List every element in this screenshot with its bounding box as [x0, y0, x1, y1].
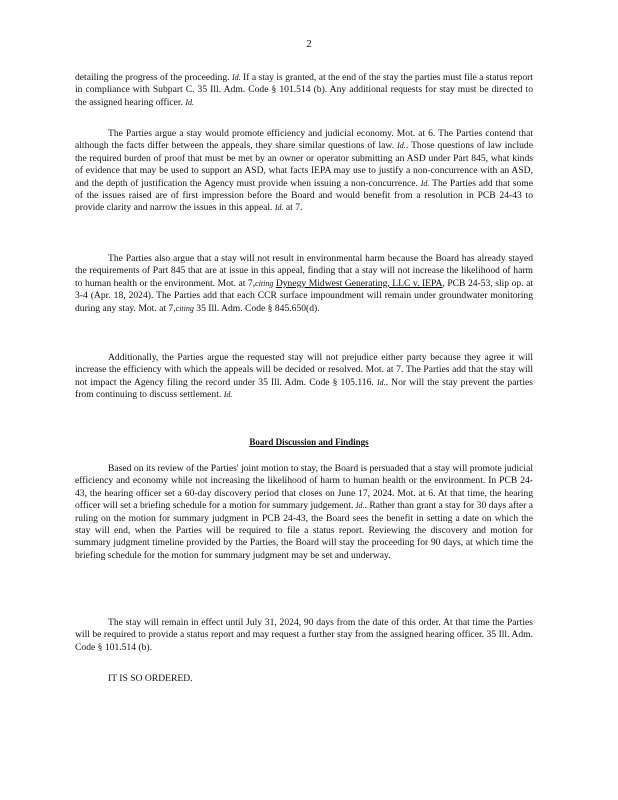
citation-id: Id.	[274, 203, 284, 213]
paragraph-stay-order: The stay will remain in effect until July 31, 2024, 90 days from the date of this order. At that time the Parties will be required to provide a status report and may request a further stay from the assigned hearing officer. 35 Ill. Adm. Code § 101.514 (b).	[75, 617, 533, 653]
citation-id: Id.	[397, 141, 406, 151]
paragraph-text: , PCB 24-53, slip op. at 3-4 (Apr. 18, 2024). The Parties add that each CCR surface impoundment will remain under groundwater monitoring during any stay. Mot. at 7,	[75, 277, 533, 314]
citation-id: Id.	[223, 390, 233, 400]
citing-signal: citing	[175, 303, 194, 313]
paragraph-text: If a stay is granted, at the end of the stay the parties must file a status report in compliance with Subpart C. 35 Ill. Adm. Code § 101.514 (b). Any additional requests for stay must be directed to the assigned hearing officer.	[75, 72, 533, 108]
ordered-statement: IT IS SO ORDERED.	[108, 673, 193, 684]
paragraph-text: detailing the progress of the proceeding.	[75, 72, 230, 83]
paragraph-text: at 7.	[285, 202, 303, 214]
paragraph-text: The Parties also argue that a stay will not result in environmental harm because the Board has already stayed the requirements of Part 845 that are at issue in this appeal, finding that a stay will not increase the likelihood of harm to human health or the environment. Mot. at 7,	[75, 253, 533, 289]
case-citation: Dynegy Midwest Generating, LLC v. IEPA	[275, 277, 443, 289]
paragraph-text: The Parties add that some of the issues raised are of first impression before the Board and would benefit from a resolution in PCB 24-43 to provide clarity and narrow the issues in this appeal.	[75, 177, 533, 214]
paragraph-no-prejudice	[75, 352, 533, 402]
citation-id: Id.	[420, 178, 430, 188]
paragraph-environmental-harm	[75, 253, 533, 315]
section-heading	[0, 437, 618, 447]
citation-id: Id.	[231, 73, 241, 82]
paragraph-text: . Those questions of law include the required burden of proof that must be met by an owner or operator submitting an ASD under Part 845, what kinds of evidence that may be used to support an ASD, what facts IEPA may use to justify a non-concurrence with an ASD, and the depth of justification the Agency must provide when issuing a non-concurrence.	[75, 140, 533, 189]
citing-signal: citing	[255, 278, 274, 288]
citation-id: Id.	[355, 501, 365, 511]
citation-id: Id.	[376, 377, 386, 387]
section-heading-text: Board Discussion and Findings	[249, 437, 369, 447]
paragraph-text: 35 Ill. Adm. Code § 845.650(d).	[196, 302, 320, 314]
paragraph-board-findings	[75, 463, 533, 562]
citation-id: Id.	[185, 97, 195, 107]
paragraph-text: The Parties argue a stay would promote efficiency and judicial economy. Mot. at 6. The Parties contend that although the facts differ between the appeals, they share similar questions of law.	[75, 128, 533, 152]
paragraph-text: Additionally, the Parties argue the requested stay will not prejudice either party because they agree it will increase the efficiency with which the appeals will be decided or resolved. Mot. at 7. The Parties add that the stay will not impact the Agency filing the record under 35 Ill. Adm. Code § 105.116.	[75, 352, 533, 388]
paragraph-text: . Nor will the stay prevent the parties from continuing to discuss settlement.	[75, 376, 534, 401]
paragraph-efficiency-argument	[75, 128, 533, 215]
paragraph-stay-reporting	[75, 72, 533, 109]
paragraph-text: . Rather than grant a stay for 30 days after a ruling on the motion for summary judgment in PCB 24-43, the Board sees the benefit in setting a date on which the stay will end, when the Parties will be required to file a status report. Reviewing the discovery and motion for summary judgment timeline provided by the Parties, the Board will stay the proceeding for 90 days, at which time the briefing schedule for the motion for summary judgment may be set and underway.	[75, 500, 533, 561]
paragraph-text: Based on its review of the Parties' joint motion to stay, the Board is persuaded that a stay will promote judicial efficiency and economy while not increasing the likelihood of harm to human health or the environment. In PCB 24-43, the hearing officer set a 60-day discovery period that closes on June 17, 2024. Mot. at 6. At that time, the hearing officer will set a briefing schedule for a motion for summary judgement.	[75, 463, 533, 512]
page-number: 2	[306, 38, 312, 50]
